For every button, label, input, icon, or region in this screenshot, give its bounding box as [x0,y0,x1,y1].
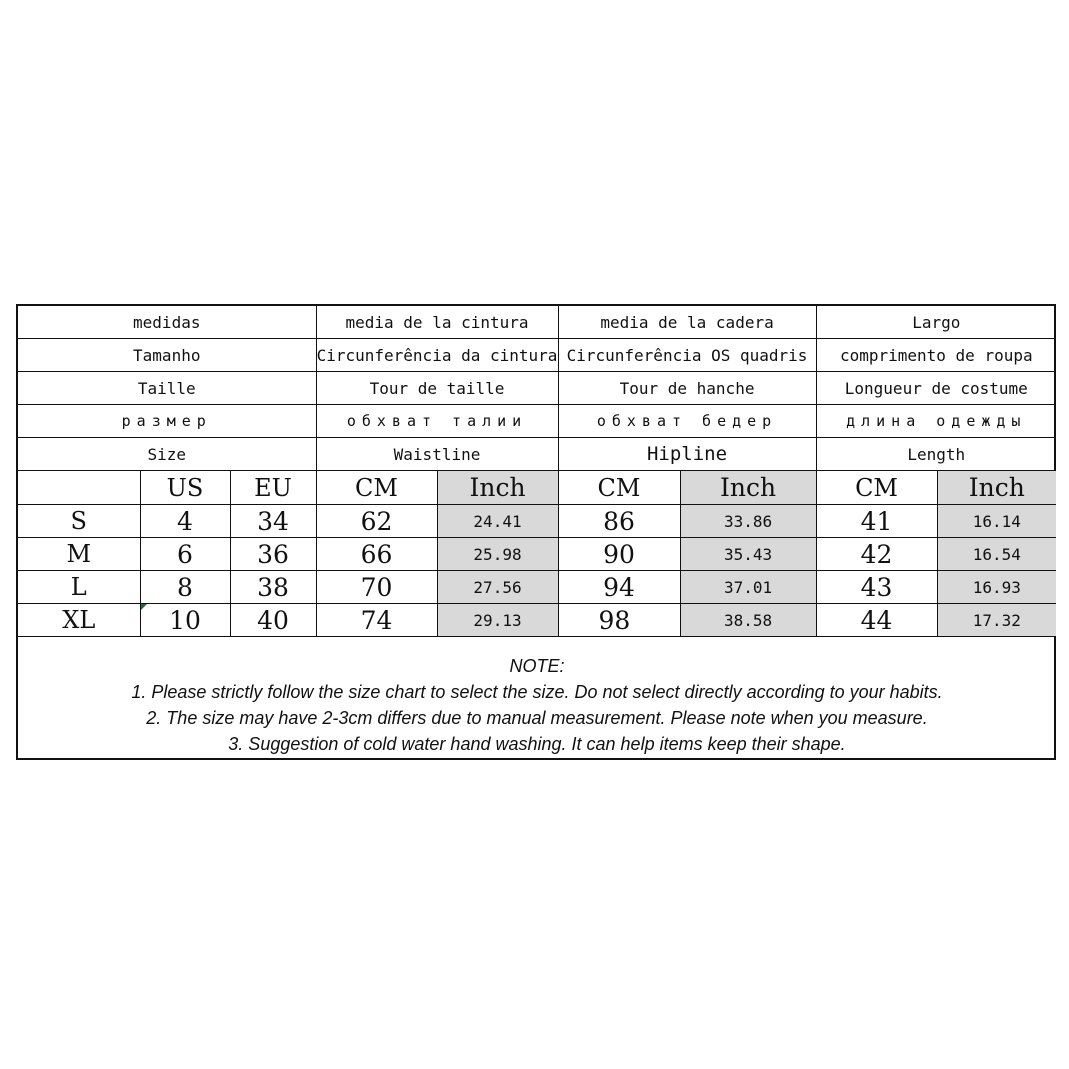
waist-inch: 27.56 [437,571,558,604]
note-line-2: 2. The size may have 2-3cm differs due to manual measurement. Please note when you measure. [146,708,928,728]
header-row-spanish [18,306,1056,339]
length-cm: 44 [816,604,937,637]
header-row-russian [18,405,1056,438]
waist-cm: 66 [316,538,437,571]
length-cm: 43 [816,571,937,604]
eu-size: 34 [230,505,316,538]
us-size [140,604,230,637]
hip-inch: 37.01 [680,571,816,604]
hip-header-fr: Tour de hanche [558,372,816,405]
unit-length-cm: CM [816,471,937,505]
hip-header-en: Hipline [558,438,816,471]
header-row-french [18,372,1056,405]
length-cm: 42 [816,538,937,571]
length-header-en: Length [816,438,1056,471]
eu-size: 40 [230,604,316,637]
unit-waist-cm: CM [316,471,437,505]
waist-inch: 29.13 [437,604,558,637]
hip-header-pt: Circunferência OS quadris [558,339,816,372]
hip-cm: 94 [558,571,680,604]
notes-section [18,644,1056,758]
waist-inch: 25.98 [437,538,558,571]
length-inch: 16.54 [937,538,1056,571]
size-header-fr: Taille [18,372,316,405]
header-row-english [18,438,1056,471]
size-header-ru: размер [18,405,316,438]
unit-eu: EU [230,471,316,505]
waist-header-ru: обхват талии [316,405,558,438]
size-label: M [18,538,140,571]
length-header-fr: Longueur de costume [816,372,1056,405]
size-label: S [18,505,140,538]
waist-cm: 62 [316,505,437,538]
size-label: XL [18,604,140,637]
length-cm: 41 [816,505,937,538]
header-row-portuguese [18,339,1056,372]
hip-header-ru: обхват бедер [558,405,816,438]
eu-size: 38 [230,571,316,604]
length-inch: 17.32 [937,604,1056,637]
note-line-3: 3. Suggestion of cold water hand washing. It can help items keep their shape. [228,734,846,754]
waist-header-en: Waistline [316,438,558,471]
waist-header-fr: Tour de taille [316,372,558,405]
unit-hip-cm: CM [558,471,680,505]
cell-corner-mark [141,604,147,610]
eu-size: 36 [230,538,316,571]
waist-inch: 24.41 [437,505,558,538]
size-chart [16,304,1056,760]
hip-header-es: media de la cadera [558,306,816,339]
size-table [18,306,1056,637]
hip-cm: 98 [558,604,680,637]
length-inch: 16.14 [937,505,1056,538]
hip-cm: 90 [558,538,680,571]
us-size: 6 [140,538,230,571]
size-header-es: medidas [18,306,316,339]
length-inch: 16.93 [937,571,1056,604]
us-size-value: 10 [169,605,201,635]
length-header-pt: comprimento de roupa [816,339,1056,372]
size-row-l [18,571,1056,604]
unit-waist-inch: Inch [437,471,558,505]
size-row-m [18,538,1056,571]
hip-inch: 38.58 [680,604,816,637]
hip-cm: 86 [558,505,680,538]
waist-header-pt: Circunferência da cintura [316,339,558,372]
unit-us: US [140,471,230,505]
us-size: 4 [140,505,230,538]
length-header-es: Largo [816,306,1056,339]
unit-length-inch: Inch [937,471,1056,505]
note-line-1: 1. Please strictly follow the size chart to select the size. Do not select directly according to your habits. [131,682,943,702]
units-blank-cell [18,471,140,505]
units-row [18,471,1056,505]
size-row-s [18,505,1056,538]
note-title: NOTE: [509,656,565,676]
size-header-en: Size [18,438,316,471]
unit-hip-inch: Inch [680,471,816,505]
size-header-pt: Tamanho [18,339,316,372]
us-size: 8 [140,571,230,604]
hip-inch: 33.86 [680,505,816,538]
length-header-ru: длина одежды [816,405,1056,438]
size-row-xl [18,604,1056,637]
waist-cm: 70 [316,571,437,604]
size-label: L [18,571,140,604]
waist-cm: 74 [316,604,437,637]
waist-header-es: media de la cintura [316,306,558,339]
hip-inch: 35.43 [680,538,816,571]
